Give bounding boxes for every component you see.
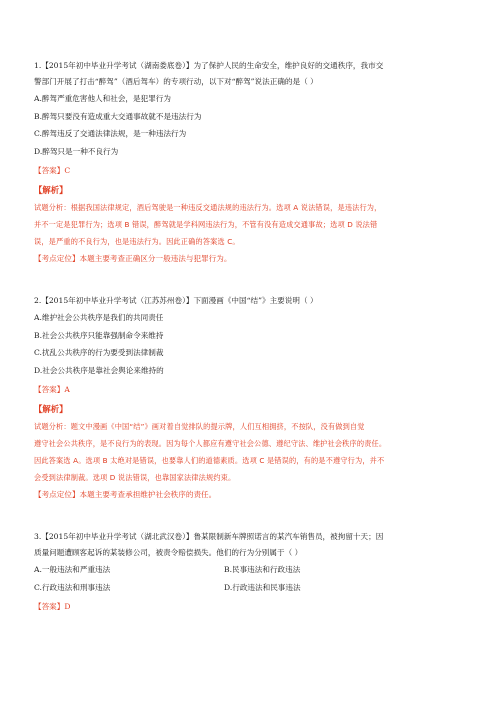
question-2-option-a: A.维护社会公共秩序是我们的共同责任: [34, 313, 164, 322]
question-2-option-b: B.社会公共秩序只能靠强制命令来维持: [34, 330, 164, 340]
question-2: [34, 293, 464, 503]
question-1-stem-line2: 警部门开展了打击“醉驾”（酒后驾车）的专项行动，以下对“醉驾”说法正确的是（ ）: [34, 77, 318, 86]
question-3-stem-line1: 3.【2015年初中毕业升学考试（湖北武汉卷）】鲁某限制新车牌照诺言的某汽车销售员，被拘留十天；因: [34, 532, 384, 541]
question-2-knowledge-point: 【考点定位】本题主要考查承担维护社会秩序的责任。: [34, 490, 217, 499]
question-2-analysis: [34, 418, 464, 486]
question-2-option-d: D.社会公共秩序是靠社会舆论来维持的: [34, 365, 164, 375]
question-1-analysis-heading: 【解析】: [34, 185, 68, 195]
question-2-analysis-line: 遵守社会公共秩序，是不良行为的表现。因为每个人都应有遵守社会公德、遵纪守法、维护社会秩序的责任。: [34, 439, 387, 448]
question-2-answer: 【答案】A: [34, 385, 70, 394]
question-1-analysis: [34, 199, 464, 250]
question-3-option-b: B.民事违法和行政违法: [224, 565, 301, 574]
question-3-options: [34, 561, 464, 596]
question-1-answer: 【答案】C: [34, 166, 71, 175]
question-2-stem: [34, 293, 464, 309]
question-1-knowledge-point: 【考点定位】本题主要考查正确区分一般违法与犯罪行为。: [34, 254, 232, 263]
question-2-analysis-heading: 【解析】: [34, 404, 68, 414]
question-1-stem: [34, 58, 464, 90]
question-1-option-b: B.醉驾只要没有造成重大交通事故就不是违法行为: [34, 111, 202, 121]
question-3: [34, 529, 464, 615]
question-3-option-d: D.行政违法和民事违法: [224, 582, 301, 592]
question-1-stem-line1: 1.【2015年初中毕业升学考试（湖南娄底卷）】为了保护人民的生命安全，维护良好的交通秩序，我市交: [34, 61, 384, 70]
question-1-option-c: C.醉驾违反了交通法律法规，是一种违法行为: [34, 129, 187, 138]
question-1-analysis-line: 误，是严重的不良行为，也是违法行为。因此正确的答案选 C。: [34, 237, 240, 246]
question-1: [34, 58, 464, 267]
question-3-option-c: C.行政违法和刑事违法: [34, 582, 111, 592]
question-1-analysis-line: 试题分析：根据我国法律规定，酒后驾驶是一种违反交通法规的违法行为。选项 A 说法错误，是违法行为，: [34, 203, 382, 212]
question-1-option-a: A.醉驾严重危害他人和社会，是犯罪行为: [34, 94, 171, 103]
question-2-analysis-line: 因此答案选 A。选项 B 太绝对是错误，也要靠人们的道德素质。选项 C 是错误的，有的是不遵守行为，并不: [34, 456, 385, 465]
question-1-analysis-line: 并不一定是犯罪行为；选项 B 错误，醉驾就是学科网违法行为，不管有没有造成交通事故；选项 D 说法错: [34, 220, 378, 229]
question-3-stem-line2: 质量问题遭顾客起诉的某装修公司，被责令赔偿损失。他们的行为分别属于（ ）: [34, 548, 303, 557]
question-3-option-a: A.一般违法和严重违法: [34, 565, 111, 574]
question-2-analysis-line: 会受到法律制裁。选项 D 说法错误，也靠国家法律法规约束。: [34, 473, 236, 482]
question-1-option-d: D.醉驾只是一种不良行为: [34, 146, 119, 156]
question-3-answer: 【答案】D: [34, 602, 71, 611]
question-2-analysis-line: 试题分析：题文中漫画《中国“结”》画对着自觉排队的提示牌，人们互相拥挤，不按队，没有做到自觉: [34, 422, 365, 431]
question-2-stem-line1: 2.【2015年初中毕业升学考试（江苏苏州卷）】下面漫画《中国“结”》主要说明（ ）: [34, 296, 318, 305]
question-2-option-c: C.扰乱公共秩序的行为要受到法律制裁: [34, 348, 164, 357]
question-3-stem: [34, 529, 464, 561]
